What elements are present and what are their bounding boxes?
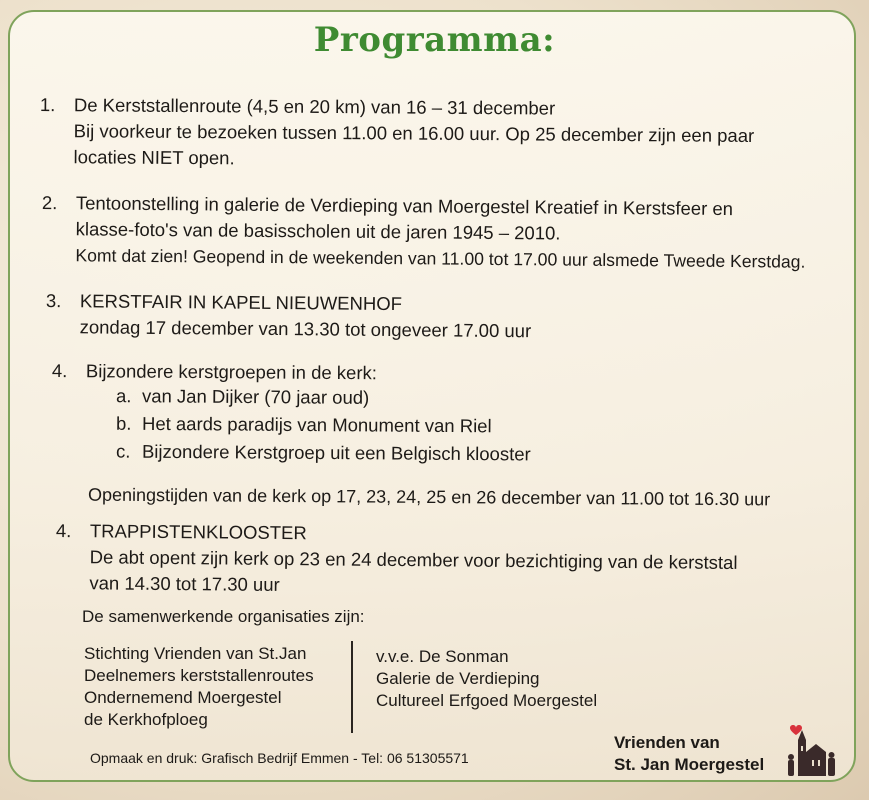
- subitem-text: Het aards paradijs van Monument van Riel: [141, 412, 492, 437]
- organization-name: Stichting Vrienden van St.Jan: [84, 644, 307, 663]
- subitem-text: Bijzondere Kerstgroep uit een Belgisch klooster: [141, 440, 531, 465]
- subitem-letter: b.: [115, 412, 132, 434]
- subitem-letter: c.: [115, 440, 131, 462]
- subitem-text: van Jan Dijker (70 jaar oud): [141, 385, 370, 408]
- organization-name: v.v.e. De Sonman: [376, 647, 509, 666]
- item-number: 4.: [55, 519, 72, 542]
- logo-line-1: Vrienden van: [614, 733, 720, 752]
- item-line: KERSTFAIR IN KAPEL NIEUWENHOF: [79, 290, 403, 315]
- organization-name: Galerie de Verdieping: [376, 669, 540, 688]
- organization-name: de Kerkhofploeg: [84, 710, 208, 729]
- page-title: Programma:: [313, 20, 556, 60]
- subitem-a: [116, 383, 369, 411]
- item-line: zondag 17 december van 13.30 tot ongeveer 17.00 uur: [79, 316, 532, 342]
- organization-name: Deelnemers kerststallenroutes: [84, 666, 314, 685]
- item-line: Tentoonstelling in galerie de Verdieping van Moergestel Kreatief in Kerstsfeer en: [75, 192, 734, 220]
- logo-text: [614, 732, 764, 776]
- item-line: klasse-foto's van de basisscholen uit de jaren 1945 – 2010.: [75, 218, 561, 244]
- item-line: Komt dat zien! Geopend in de weekenden van 11.00 tot 17.00 uur alsmede Tweede Kerstdag.: [75, 245, 806, 272]
- subitem-c: [116, 439, 531, 468]
- item-line: Bij voorkeur te bezoeken tussen 11.00 en 16.00 uur. Op 25 december zijn een paar: [73, 120, 755, 146]
- item-line: van 14.30 tot 17.30 uur: [89, 572, 280, 595]
- organization-name: Ondernemend Moergestel: [84, 688, 282, 707]
- item-number: 2.: [41, 191, 58, 214]
- subitem-letter: a.: [115, 385, 132, 407]
- organizations-left-column: [84, 643, 314, 731]
- organizations-right-column: [376, 646, 597, 712]
- church-opening-hours: Openingstijden van de kerk op 17, 23, 24, 25 en 26 december van 11.00 tot 16.30 uur: [87, 484, 771, 510]
- item-number: 3.: [45, 289, 62, 312]
- subitem-b: [116, 411, 492, 440]
- item-number: 4.: [51, 359, 68, 382]
- column-divider: [351, 641, 353, 733]
- organization-name: Cultureel Erfgoed Moergestel: [376, 691, 598, 710]
- item-line: TRAPPISTENKLOOSTER: [89, 520, 307, 544]
- print-credit: Opmaak en druk: Grafisch Bedrijf Emmen - Tel: 06 51305571: [90, 750, 469, 766]
- organizations-heading: De samenwerkende organisaties zijn:: [82, 607, 365, 626]
- item-number: 1.: [39, 93, 56, 116]
- logo-line-2: St. Jan Moergestel: [614, 755, 765, 774]
- church-with-heart-icon: [784, 722, 838, 780]
- item-line: locaties NIET open.: [73, 146, 235, 169]
- item-line: Bijzondere kerstgroepen in de kerk:: [85, 360, 378, 384]
- item-line: De abt opent zijn kerk op 23 en 24 december voor bezichtiging van de kerststal: [89, 546, 738, 573]
- item-line: De Kerststallenroute (4,5 en 20 km) van 16 – 31 december: [73, 94, 556, 119]
